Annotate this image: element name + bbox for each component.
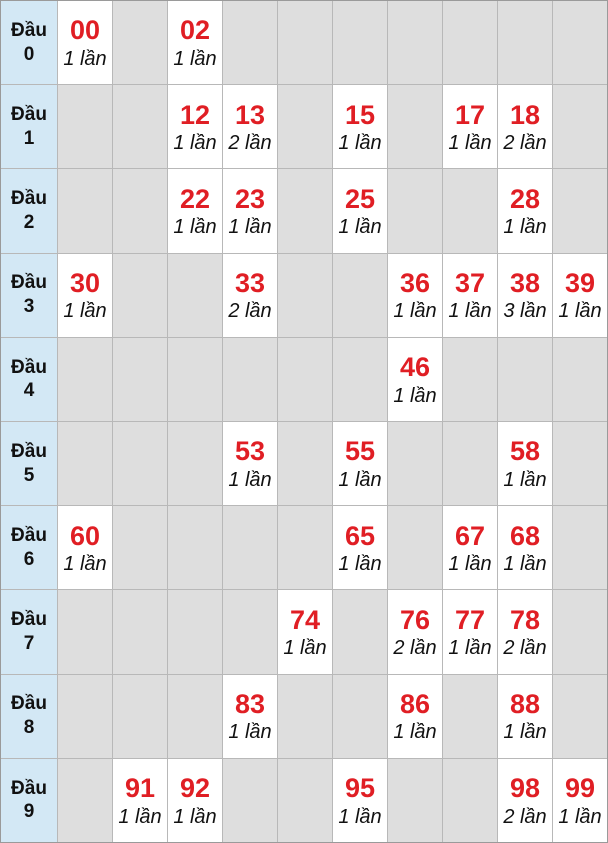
lottery-number: 12 <box>179 99 211 130</box>
empty-cell <box>168 506 222 589</box>
row-header-6 <box>1 506 57 589</box>
number-cell-38 <box>498 254 552 337</box>
occurrence-count: 1 lần <box>63 47 107 70</box>
empty-cell <box>553 85 607 168</box>
lottery-number: 95 <box>344 773 376 804</box>
row-header-digit: 4 <box>23 380 35 402</box>
row-header-digit: 2 <box>23 211 35 233</box>
number-cell-12 <box>168 85 222 168</box>
row-header-0 <box>1 1 57 84</box>
row-header-digit: 8 <box>23 717 35 739</box>
empty-cell <box>113 1 167 84</box>
number-cell-37 <box>443 254 497 337</box>
lottery-number: 33 <box>234 268 266 298</box>
number-cell-25 <box>333 169 387 252</box>
empty-cell <box>443 338 497 421</box>
empty-cell <box>333 675 387 758</box>
number-cell-83 <box>223 675 277 758</box>
occurrence-count: 2 lần <box>503 131 547 154</box>
empty-cell <box>168 338 222 421</box>
lottery-number: 53 <box>234 436 266 467</box>
lottery-number: 36 <box>399 268 431 298</box>
empty-cell <box>278 759 332 842</box>
occurrence-count: 1 lần <box>173 131 217 154</box>
number-cell-76 <box>388 590 442 673</box>
empty-cell <box>113 85 167 168</box>
row-header-word: Đầu <box>11 19 47 41</box>
occurrence-count: 1 lần <box>503 468 547 491</box>
lottery-number: 60 <box>69 520 101 551</box>
row-header-digit: 0 <box>23 43 35 65</box>
number-cell-23 <box>223 169 277 252</box>
occurrence-count: 1 lần <box>173 216 217 239</box>
occurrence-count: 1 lần <box>558 805 602 828</box>
empty-cell <box>223 590 277 673</box>
empty-cell <box>278 338 332 421</box>
row-header-word: Đầu <box>11 777 47 799</box>
row-header-7 <box>1 590 57 673</box>
occurrence-count: 1 lần <box>173 805 217 828</box>
occurrence-count: 1 lần <box>228 721 272 744</box>
occurrence-count: 1 lần <box>448 300 492 323</box>
empty-cell <box>278 422 332 505</box>
occurrence-count: 1 lần <box>393 384 437 407</box>
occurrence-count: 1 lần <box>558 300 602 323</box>
row-header-word: Đầu <box>11 609 47 631</box>
lottery-number: 74 <box>289 604 321 635</box>
row-header-digit: 6 <box>23 548 35 570</box>
lottery-number: 92 <box>179 773 211 804</box>
empty-cell <box>443 675 497 758</box>
occurrence-count: 2 lần <box>228 300 272 323</box>
empty-cell <box>333 338 387 421</box>
number-cell-67 <box>443 506 497 589</box>
number-cell-53 <box>223 422 277 505</box>
lottery-number: 18 <box>509 99 541 130</box>
number-cell-55 <box>333 422 387 505</box>
lottery-number: 65 <box>344 520 376 551</box>
occurrence-count: 3 lần <box>503 300 547 323</box>
occurrence-count: 1 lần <box>448 552 492 575</box>
lottery-number: 28 <box>509 183 541 214</box>
lottery-number: 58 <box>509 436 541 467</box>
row-header-word: Đầu <box>11 104 47 126</box>
number-cell-00 <box>58 1 112 84</box>
empty-cell <box>553 506 607 589</box>
empty-cell <box>168 590 222 673</box>
number-cell-77 <box>443 590 497 673</box>
row-header-word: Đầu <box>11 356 47 378</box>
number-cell-91 <box>113 759 167 842</box>
row-header-digit: 3 <box>23 296 35 318</box>
lottery-number: 78 <box>509 604 541 635</box>
empty-cell <box>223 759 277 842</box>
empty-cell <box>113 254 167 337</box>
number-cell-99 <box>553 759 607 842</box>
occurrence-count: 1 lần <box>338 552 382 575</box>
empty-cell <box>113 169 167 252</box>
empty-cell <box>553 422 607 505</box>
row-header-5 <box>1 422 57 505</box>
empty-cell <box>58 169 112 252</box>
number-cell-58 <box>498 422 552 505</box>
lottery-number: 46 <box>399 352 431 383</box>
empty-cell <box>278 675 332 758</box>
empty-cell <box>553 1 607 84</box>
empty-cell <box>168 675 222 758</box>
row-header-8 <box>1 675 57 758</box>
lottery-number: 86 <box>399 689 431 719</box>
number-cell-74 <box>278 590 332 673</box>
lottery-number: 13 <box>234 99 266 130</box>
empty-cell <box>278 506 332 589</box>
number-cell-60 <box>58 506 112 589</box>
lottery-number: 88 <box>509 689 541 719</box>
empty-cell <box>113 675 167 758</box>
row-header-9 <box>1 759 57 842</box>
empty-cell <box>333 590 387 673</box>
lottery-number: 25 <box>344 183 376 214</box>
number-cell-17 <box>443 85 497 168</box>
lottery-number: 02 <box>179 15 211 46</box>
lottery-number: 68 <box>509 520 541 551</box>
occurrence-count: 2 lần <box>503 805 547 828</box>
occurrence-count: 1 lần <box>448 131 492 154</box>
empty-cell <box>113 590 167 673</box>
row-header-digit: 5 <box>23 464 35 486</box>
empty-cell <box>553 675 607 758</box>
empty-cell <box>553 169 607 252</box>
empty-cell <box>278 85 332 168</box>
empty-cell <box>168 254 222 337</box>
empty-cell <box>58 759 112 842</box>
empty-cell <box>58 422 112 505</box>
number-cell-65 <box>333 506 387 589</box>
number-cell-95 <box>333 759 387 842</box>
number-cell-98 <box>498 759 552 842</box>
empty-cell <box>388 85 442 168</box>
occurrence-count: 1 lần <box>118 805 162 828</box>
occurrence-count: 1 lần <box>173 47 217 70</box>
empty-cell <box>223 338 277 421</box>
number-cell-13 <box>223 85 277 168</box>
occurrence-count: 2 lần <box>228 131 272 154</box>
empty-cell <box>388 169 442 252</box>
empty-cell <box>278 254 332 337</box>
lottery-number: 38 <box>509 268 541 298</box>
empty-cell <box>388 1 442 84</box>
empty-cell <box>553 590 607 673</box>
occurrence-count: 2 lần <box>503 637 547 660</box>
lottery-number: 30 <box>69 268 101 298</box>
number-cell-86 <box>388 675 442 758</box>
lottery-number: 76 <box>399 604 431 635</box>
lottery-number: 00 <box>69 15 101 46</box>
occurrence-count: 1 lần <box>338 216 382 239</box>
empty-cell <box>113 422 167 505</box>
empty-cell <box>388 759 442 842</box>
occurrence-count: 1 lần <box>338 805 382 828</box>
occurrence-count: 1 lần <box>393 300 437 323</box>
occurrence-count: 1 lần <box>503 216 547 239</box>
empty-cell <box>168 422 222 505</box>
lottery-number: 91 <box>124 773 156 804</box>
number-cell-33 <box>223 254 277 337</box>
empty-cell <box>498 338 552 421</box>
lottery-number: 67 <box>454 520 486 551</box>
occurrence-count: 1 lần <box>228 468 272 491</box>
occurrence-count: 1 lần <box>63 552 107 575</box>
occurrence-count: 1 lần <box>283 637 327 660</box>
lottery-number: 22 <box>179 183 211 214</box>
lottery-number: 99 <box>564 773 596 804</box>
row-header-4 <box>1 338 57 421</box>
occurrence-count: 1 lần <box>393 721 437 744</box>
row-header-word: Đầu <box>11 188 47 210</box>
number-cell-78 <box>498 590 552 673</box>
number-cell-22 <box>168 169 222 252</box>
empty-cell <box>388 506 442 589</box>
occurrence-count: 1 lần <box>63 300 107 323</box>
number-cell-36 <box>388 254 442 337</box>
empty-cell <box>388 422 442 505</box>
lottery-number: 83 <box>234 689 266 719</box>
lottery-number: 98 <box>509 773 541 804</box>
number-cell-18 <box>498 85 552 168</box>
empty-cell <box>443 1 497 84</box>
empty-cell <box>223 1 277 84</box>
empty-cell <box>58 85 112 168</box>
lottery-number: 37 <box>454 268 486 298</box>
number-cell-46 <box>388 338 442 421</box>
occurrence-count: 1 lần <box>503 552 547 575</box>
lottery-number: 77 <box>454 604 486 635</box>
occurrence-count: 1 lần <box>503 721 547 744</box>
row-header-1 <box>1 85 57 168</box>
empty-cell <box>443 422 497 505</box>
row-header-3 <box>1 254 57 337</box>
row-header-word: Đầu <box>11 272 47 294</box>
row-header-digit: 7 <box>23 632 35 654</box>
occurrence-count: 1 lần <box>338 468 382 491</box>
lottery-number: 55 <box>344 436 376 467</box>
occurrence-count: 2 lần <box>393 637 437 660</box>
number-cell-02 <box>168 1 222 84</box>
lottery-number: 15 <box>344 99 376 130</box>
row-header-digit: 1 <box>23 127 35 149</box>
empty-cell <box>333 1 387 84</box>
number-cell-92 <box>168 759 222 842</box>
number-cell-15 <box>333 85 387 168</box>
lottery-number: 17 <box>454 99 486 130</box>
row-header-word: Đầu <box>11 440 47 462</box>
row-header-word: Đầu <box>11 525 47 547</box>
occurrence-count: 1 lần <box>228 216 272 239</box>
empty-cell <box>278 1 332 84</box>
empty-cell <box>58 590 112 673</box>
empty-cell <box>333 254 387 337</box>
empty-cell <box>443 169 497 252</box>
row-header-2 <box>1 169 57 252</box>
empty-cell <box>58 675 112 758</box>
lottery-number: 39 <box>564 268 596 298</box>
empty-cell <box>113 506 167 589</box>
empty-cell <box>278 169 332 252</box>
row-header-word: Đầu <box>11 693 47 715</box>
empty-cell <box>443 759 497 842</box>
number-cell-30 <box>58 254 112 337</box>
empty-cell <box>223 506 277 589</box>
empty-cell <box>498 1 552 84</box>
empty-cell <box>113 338 167 421</box>
number-cell-88 <box>498 675 552 758</box>
empty-cell <box>58 338 112 421</box>
number-cell-68 <box>498 506 552 589</box>
occurrence-count: 1 lần <box>448 637 492 660</box>
number-cell-28 <box>498 169 552 252</box>
number-cell-39 <box>553 254 607 337</box>
empty-cell <box>553 338 607 421</box>
row-header-digit: 9 <box>23 801 35 823</box>
occurrence-count: 1 lần <box>338 131 382 154</box>
lottery-number: 23 <box>234 183 266 214</box>
